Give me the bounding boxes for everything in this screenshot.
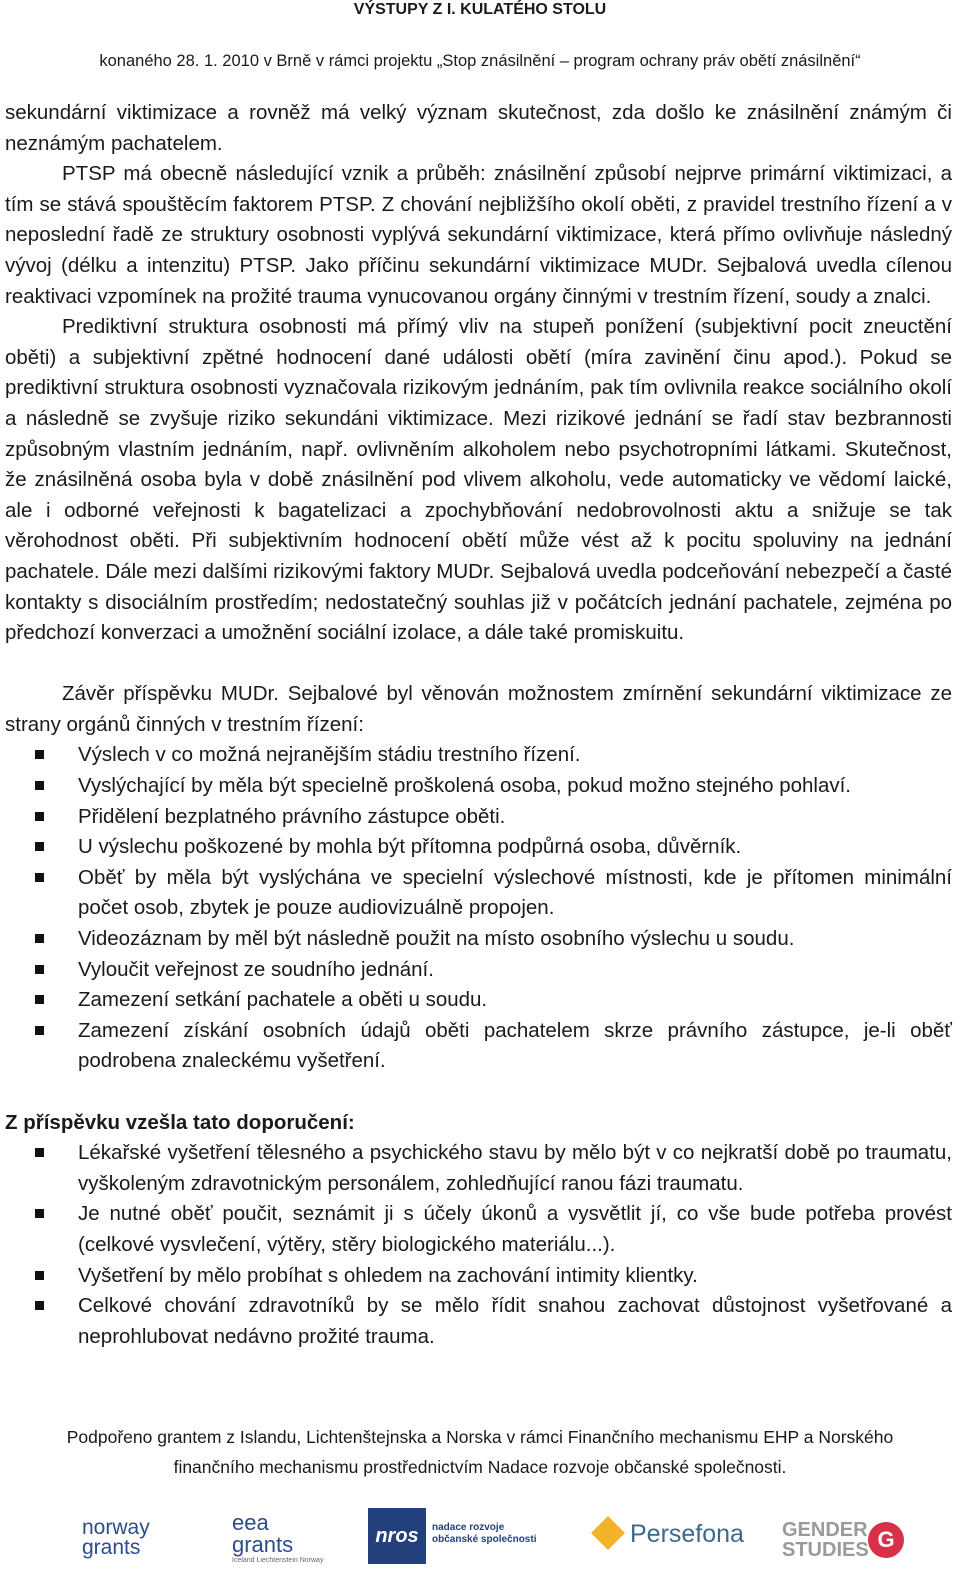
list-item-text: Zamezení setkání pachatele a oběti u soudu.	[78, 988, 488, 1012]
list-item	[5, 1016, 952, 1077]
bullet-square-icon	[35, 934, 44, 943]
logo-text: grants	[82, 1536, 141, 1559]
bullet-square-icon	[35, 812, 44, 821]
nros-logo-text	[432, 1522, 536, 1546]
list-item-text: Zamezení získání osobních údajů oběti pachatelem skrze právního zástupce, je-li oběť podrobena znaleckému vyšetření.	[78, 1018, 952, 1073]
recommendations-list	[5, 1138, 952, 1352]
document-header-subtitle: konaného 28. 1. 2010 v Brně v rámci projektu „Stop znásilnění – program ochrany práv obětí znásilnění“	[99, 52, 861, 70]
bullet-square-icon	[35, 781, 44, 790]
list-item-text: Videozáznam by měl být následně použit na místo osobního výslechu u soudu.	[78, 927, 795, 951]
norway-grants-logo	[82, 1518, 150, 1558]
document-header-title: VÝSTUPY Z I. KULATÉHO STOLU	[353, 1, 607, 18]
conclusion-intro: Závěr příspěvku MUDr. Sejbalové byl věnován možnostem zmírnění sekundární viktimizace ze strany orgánů činných v trestním řízení:	[5, 682, 952, 736]
eea-grants-logo	[232, 1512, 323, 1565]
list-item	[5, 955, 952, 986]
logo-text: STUDIES	[782, 1539, 869, 1561]
paragraph-gap	[5, 649, 952, 680]
list-item	[5, 832, 952, 863]
gender-studies-logo	[782, 1520, 869, 1560]
bullet-square-icon	[35, 995, 44, 1004]
document-footer	[0, 1422, 960, 1482]
list-item-text: Oběť by měla být vyslýchána ve specielní výslechové místnosti, kde je přítomen minimální počet osob, zbytek je pouze audiovizuálně propojen.	[78, 865, 952, 920]
body-paragraph: PTSP má obecně následující vznik a průběh: znásilnění způsobí nejprve primární viktimizaci, a tím se stává spouštěcím faktorem PTSP. Z chování nejbližšího okolí oběti, z pravidel trestního řízení a v neposlední řadě ze struktury osobnosti vyplývá sekundární viktimizace, která přímo ovlivňuje následný vývoj (délku a intenzitu) PTSP. Jako příčinu sekundární viktimizace MUDr. Sejbalová uvedla cílenou reaktivaci vzpomínek na prožité trauma vynucovanou orgány činnými v trestním řízení, soudy a znalci.	[5, 162, 952, 308]
body-paragraph: sekundární viktimizace a rovněž má velký význam skutečnost, zda došlo ke znásilnění známým či neznámým pachatelem.	[5, 101, 952, 155]
sponsor-logos	[0, 1500, 960, 1574]
logo-text: grants	[232, 1532, 294, 1557]
list-item	[5, 1199, 952, 1260]
logo-text: Persefona	[630, 1520, 744, 1548]
list-item	[5, 1138, 952, 1199]
paragraph-gap	[5, 1077, 952, 1108]
list-item-text: Lékařské vyšetření tělesného a psychického stavu by mělo být v co nejkratší době po traumatu, vyškoleným zdravotnickým personálem, zohledňující ranou fázi traumatu.	[78, 1141, 952, 1195]
list-item	[5, 1261, 952, 1292]
bullet-square-icon	[35, 750, 44, 759]
bullet-square-icon	[35, 1209, 44, 1218]
document-body	[5, 98, 952, 1352]
list-item-text: U výslechu poškozené by mohla být přítomna podpůrná osoba, důvěrník.	[78, 835, 742, 859]
logo-text: norway	[82, 1516, 150, 1539]
nros-logo: nros	[368, 1508, 426, 1564]
list-item-text: Výslech v co možná nejranějším stádiu trestního řízení.	[78, 743, 581, 767]
footer-line: finančního mechanismu prostřednictvím Nadace rozvoje občanské společnosti.	[173, 1457, 787, 1477]
bullet-square-icon	[35, 1271, 44, 1280]
list-item	[5, 802, 952, 833]
persefona-logo	[596, 1520, 744, 1549]
bullet-square-icon	[35, 965, 44, 974]
footer-line: Podpořeno grantem z Islandu, Lichtenštejnska a Norska v rámci Finančního mechanismu EHP a Norského	[66, 1427, 894, 1447]
bullet-square-icon	[35, 873, 44, 882]
list-item	[5, 1291, 952, 1352]
list-item-text: Vyloučit veřejnost ze soudního jednání.	[78, 957, 434, 981]
body-paragraph: Prediktivní struktura osobnosti má přímý vliv na stupeň ponížení (subjektivní pocit zneuctění oběti) a subjektivní zpětné hodnocení dané události obětí (míra zavinění činu apod.). Pokud se prediktivní struktura osobnosti vyznačovala rizikovým jednáním, pak tím ovlivnila reakce sociálního okolí a následně se zvyšuje riziko sekundáni viktimizace. Mezi rizikové jednání se řadí stav bezbrannosti způsobným vlastním jednáním, např. ovlivněním alkoholem nebo psychotropními látkami. Skutečnost, že znásilněná osoba byla v době znásilnění pod vlivem alkoholu, vede automaticky ve vědomí laické, ale i odborné veřejnosti k bagatelizaci a zpochybňování nedobrovolnosti aktu a snižuje se tak věrohodnost oběti. Při subjektivním hodnocení obětí může vést až k pocitu spoluviny na jednání pachatele. Dále mezi dalšími rizikovými faktory MUDr. Sejbalová uvedla podceňování nebezpečí a časté kontakty s disociálním prostředím; nedostatečný souhlas již v počátcích jednání pachatele, zejména po předchozí konverzaci a umožnění sociální izolace, a dále také promiskuitu.	[5, 315, 952, 645]
logo-text: občanské společnosti	[432, 1534, 537, 1545]
list-item-text: Vyšetření by mělo probíhat s ohledem na zachování intimity klientky.	[78, 1263, 698, 1287]
gender-g-icon: G	[868, 1522, 904, 1558]
logo-tagline: Iceland Liechtenstein Norway	[232, 1557, 324, 1564]
diamond-icon	[591, 1516, 625, 1550]
list-item	[5, 740, 952, 771]
list-item	[5, 771, 952, 802]
list-item	[5, 985, 952, 1016]
list-item	[5, 863, 952, 924]
bullet-square-icon	[35, 1301, 44, 1310]
recommendations-heading: Z příspěvku vzešla tato doporučení:	[5, 1110, 355, 1134]
bullet-square-icon	[35, 842, 44, 851]
bullet-square-icon	[35, 1148, 44, 1157]
list-item-text: Vyslýchající by měla být specielně proškolená osoba, pokud možno stejného pohlaví.	[78, 774, 851, 798]
conclusion-list	[5, 740, 952, 1077]
logo-text: eea	[232, 1510, 269, 1535]
logo-text: nadace rozvoje	[432, 1522, 505, 1533]
list-item-text: Celkové chování zdravotníků by se mělo řídit snahou zachovat důstojnost vyšetřované a neprohlubovat nedávno prožité trauma.	[78, 1294, 952, 1348]
list-item	[5, 924, 952, 955]
list-item-text: Přidělení bezplatného právního zástupce oběti.	[78, 804, 506, 828]
logo-text: GENDER	[782, 1519, 868, 1541]
list-item-text: Je nutné oběť poučit, seznámit ji s účely úkonů a vysvětlit jí, co vše bude potřeba provést (celkové vysvlečení, výtěry, stěry biologického materiálu...).	[78, 1202, 952, 1256]
bullet-square-icon	[35, 1026, 44, 1035]
